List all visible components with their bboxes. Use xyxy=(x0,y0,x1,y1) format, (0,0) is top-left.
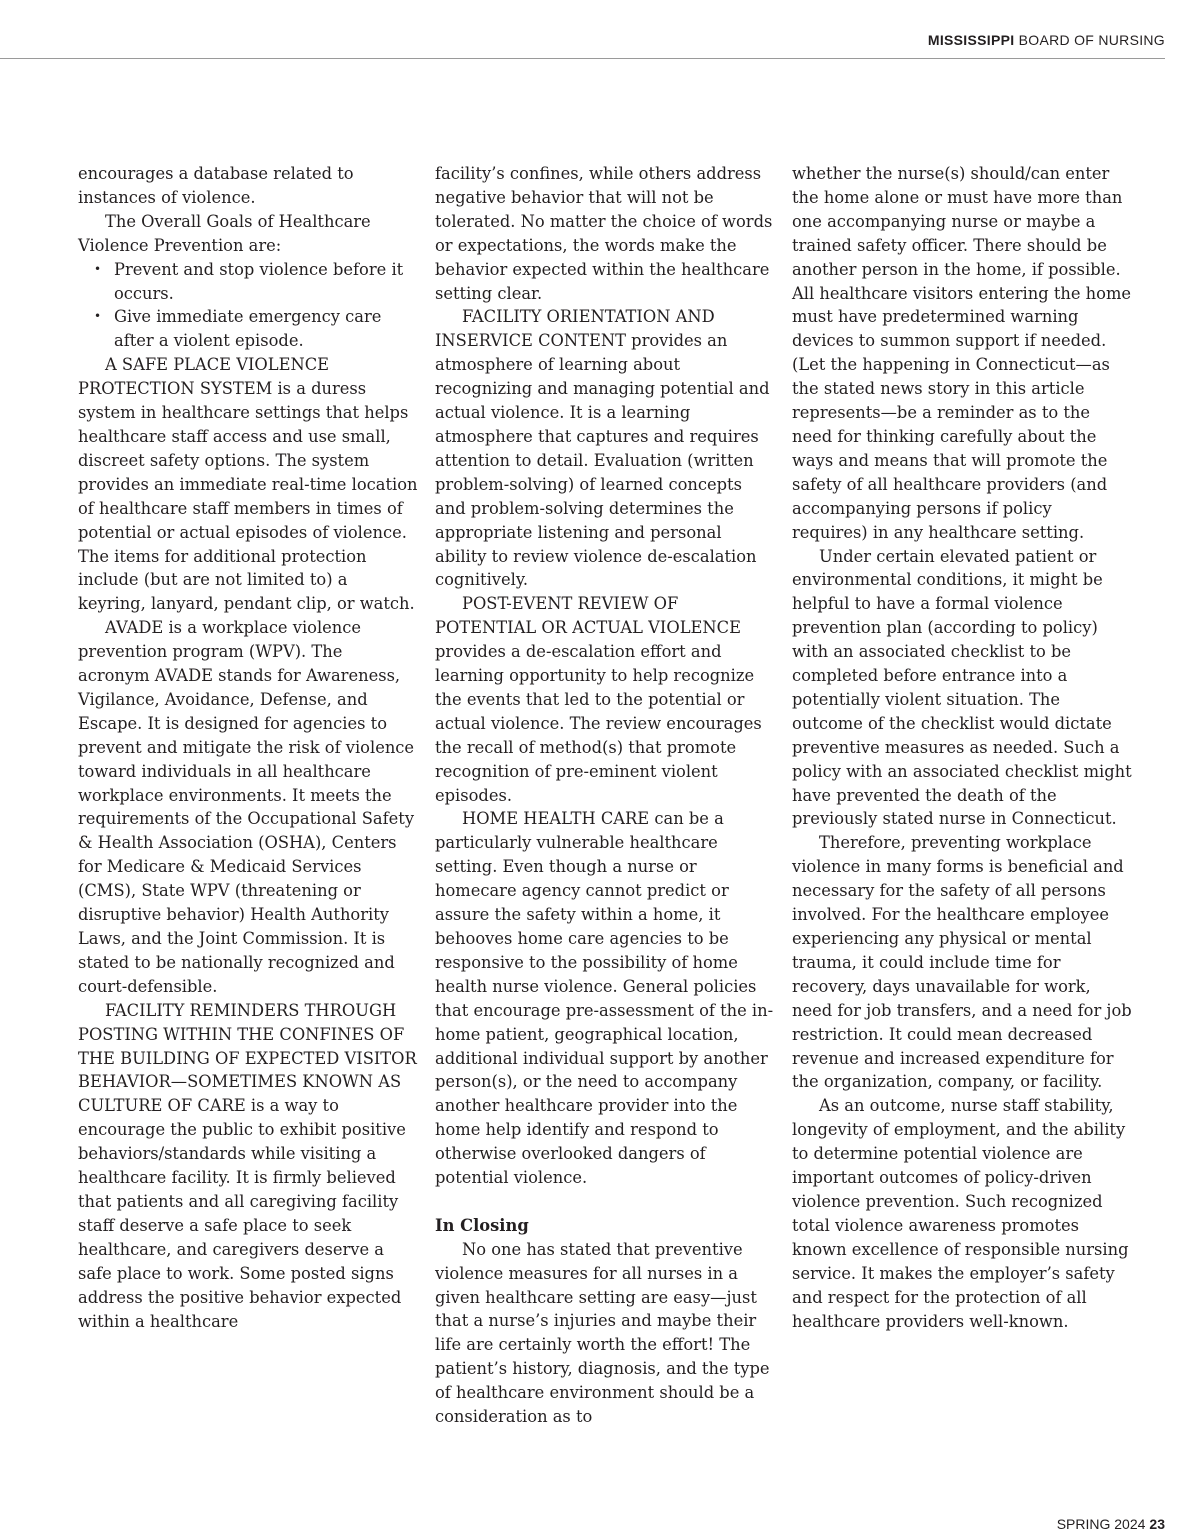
header-org-bold: MISSISSIPPI xyxy=(927,32,1015,48)
page-header xyxy=(928,32,1165,48)
header-divider xyxy=(0,58,1165,59)
paragraph: As an outcome, nurse staff stability, longevity of employment, and the ability to determine potential violence are important outcomes of policy-driven violence prevention. Such recognized total violence awareness promotes known excellence of responsible nursing service. It makes the employer’s safety and respect for the protection of all healthcare providers well-known. xyxy=(792,1096,1129,1331)
page-number: 23 xyxy=(1149,1516,1165,1532)
paragraph: The Overall Goals of Healthcare Violence Prevention are: xyxy=(78,211,371,255)
article-column-1 xyxy=(78,162,418,1333)
article-column-3 xyxy=(792,162,1132,1333)
paragraph: AVADE is a workplace violence prevention program (WPV). The acronym AVADE stands for Awareness, Vigilance, Avoidance, Defense, and Escape. It is designed for agencies to prevent and mitigate the risk of violence toward individuals in all healthcare workplace environments. It meets the requirements of the Occupational Safety & Health Association (OSHA), Centers for Medicare & Medicaid Services (CMS), State WPV (threatening or disruptive behavior) Health Authority Laws, and the Joint Commission. It is stated to be nationally recognized and court-defensible. xyxy=(78,618,415,996)
header-org-rest: BOARD OF NURSING xyxy=(1014,32,1165,48)
paragraph: Under certain elevated patient or environmental conditions, it might be helpful to have a formal violence prevention plan (according to policy) with an associated checklist to be completed before entrance into a potentially violent situation. The outcome of the checklist would dictate preventive measures as needed. Such a policy with an associated checklist might have prevented the death of the previously stated nurse in Connecticut. xyxy=(792,546,1132,829)
bullet-item xyxy=(78,305,418,353)
section-heading: In Closing xyxy=(435,1215,529,1235)
bullet-icon: • xyxy=(94,309,102,324)
paragraph: whether the nurse(s) should/can enter the home alone or must have more than one accompanying nurse or maybe a trained safety officer. There should be another person in the home, if possible. All healthcare visitors entering the home must have predetermined warning devices to summon support if needed. (Let the happening in Connecticut—as the stated news story in this article represents—be a reminder as to the need for thinking carefully about the ways and means that will promote the safety of all healthcare providers (and accompanying persons if policy requires) in any healthcare setting. xyxy=(792,164,1132,542)
paragraph: No one has stated that preventive violence measures for all nurses in a given healthcare setting are easy—just that a nurse’s injuries and maybe their life are certainly worth the effort! The patient’s history, diagnosis, and the type of healthcare environment should be a consideration as to xyxy=(435,1239,770,1427)
paragraph: HOME HEALTH CARE can be a particularly vulnerable healthcare setting. Even though a nurse or homecare agency cannot predict or assure the safety within a home, it behooves home care agencies to be responsive to the possibility of home health nurse violence. General policies that encourage pre-assessment of the in-home patient, geographical location, additional individual support by another person(s), or the need to accompany another healthcare provider into the home help identify and respond to otherwise overlooked dangers of potential violence. xyxy=(435,809,774,1188)
paragraph: encourages a database related to instances of violence. xyxy=(78,164,354,207)
bullet-text: Prevent and stop violence before it occurs. xyxy=(114,259,404,303)
article-column-2 xyxy=(435,162,775,1429)
paragraph: A SAFE PLACE VIOLENCE PROTECTION SYSTEM is a duress system in healthcare settings that helps healthcare staff access and use small, discreet safety options. The system provides an immediate real-time location of healthcare staff members in times of potential or actual episodes of violence. The items for additional protection include (but are not limited to) a keyring, lanyard, pendant clip, or watch. xyxy=(78,355,418,614)
issue-label: SPRING 2024 xyxy=(1056,1516,1146,1532)
bullet-item xyxy=(78,258,418,306)
paragraph: FACILITY REMINDERS THROUGH POSTING WITHIN THE CONFINES OF THE BUILDING OF EXPECTED VISITOR BEHAVIOR—SOMETIMES KNOWN AS CULTURE OF CARE is a way to encourage the public to exhibit positive behaviors/standards while visiting a healthcare facility. It is firmly believed that patients and all caregiving facility staff deserve a safe place to seek healthcare, and caregivers deserve a safe place to work. Some posted signs address the positive behavior expected within a healthcare xyxy=(78,1000,417,1331)
paragraph: facility’s confines, while others address negative behavior that will not be tolerated. No matter the choice of words or expectations, the words make the behavior expected within the healthcare setting clear. xyxy=(435,164,773,303)
page-footer xyxy=(1057,1516,1165,1532)
paragraph: FACILITY ORIENTATION AND INSERVICE CONTENT provides an atmosphere of learning about recognizing and managing potential and actual violence. It is a learning atmosphere that captures and requires attention to detail. Evaluation (written problem-solving) of learned concepts and problem-solving determines the appropriate listening and personal ability to review violence de-escalation cognitively. xyxy=(435,307,770,590)
bullet-icon: • xyxy=(94,261,102,276)
paragraph: Therefore, preventing workplace violence in many forms is beneficial and necessary for the safety of all persons involved. For the healthcare employee experiencing any physical or mental trauma, it could include time for recovery, days unavailable for work, need for job transfers, and a need for job restriction. It could mean decreased revenue and increased expenditure for the organization, company, or facility. xyxy=(792,833,1132,1092)
bullet-text: Give immediate emergency care after a violent episode. xyxy=(114,307,382,351)
paragraph: POST-EVENT REVIEW OF POTENTIAL OR ACTUAL VIOLENCE provides a de-escalation effort and learning opportunity to help recognize the events that led to the potential or actual violence. The review encourages the recall of method(s) that promote recognition of pre-eminent violent episodes. xyxy=(435,594,762,805)
